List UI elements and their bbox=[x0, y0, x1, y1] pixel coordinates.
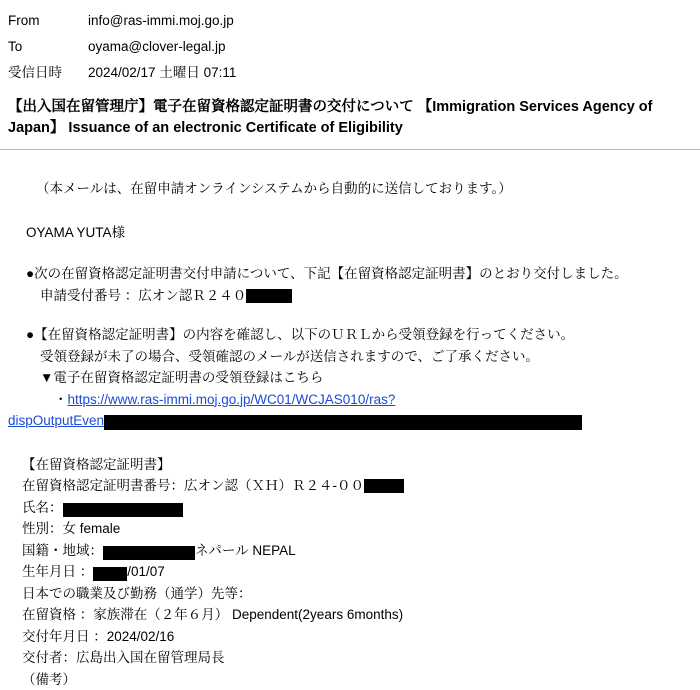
detail-certificate-number-label: 在留資格認定証明書番号：広オン認（ＸＨ）Ｒ２４-００ bbox=[22, 478, 364, 493]
header-row-from bbox=[8, 8, 700, 34]
detail-birthdate bbox=[22, 561, 692, 583]
bullet-section-registration bbox=[26, 324, 692, 432]
registration-note: 受領登録が未了の場合、受領確認のメールが送信されますので、ご了承ください。 bbox=[40, 346, 692, 368]
from-value[interactable]: info@ras-immi.moj.go.jp bbox=[88, 8, 700, 34]
detail-name-label: 氏名： bbox=[22, 500, 63, 515]
from-label: From bbox=[8, 8, 88, 34]
certificate-details-title: 【在留資格認定証明書】 bbox=[22, 454, 692, 476]
header-row-received bbox=[8, 60, 700, 86]
registration-link-heading: ▼電子在留資格認定証明書の受領登録はこちら bbox=[40, 367, 692, 389]
registration-url-link[interactable]: https://www.ras-immi.moj.go.jp/WC01/WCJAS010/ras? bbox=[68, 392, 396, 407]
detail-status: 在留資格 ：家族滞在（２年６月） Dependent(2years 6months) bbox=[22, 604, 692, 626]
detail-birthdate-suffix: /01/07 bbox=[127, 564, 165, 579]
application-number-line bbox=[40, 285, 692, 307]
registration-url-line bbox=[54, 389, 692, 411]
email-subject: 【出入国在留管理庁】電子在留資格認定証明書の交付について 【Immigration Services Agency of Japan】 Issuance of an electronic Certificate of Eligibility bbox=[0, 88, 700, 149]
redaction-application-number bbox=[246, 289, 292, 303]
bullet-issued-line bbox=[26, 263, 692, 285]
auto-send-note: （本メールは、在留申請オンラインシステムから自動的に送信しております。） bbox=[36, 178, 692, 200]
received-value: 2024/02/17 土曜日 07:11 bbox=[88, 60, 700, 86]
detail-issue-date: 交付年月日 ：2024/02/16 bbox=[22, 626, 692, 648]
received-label: 受信日時 bbox=[8, 60, 88, 86]
registration-url-continuation bbox=[8, 410, 692, 432]
registration-url-link-cont[interactable]: dispOutputEven bbox=[8, 413, 104, 428]
detail-nationality-prefix: 国籍・地域： bbox=[22, 543, 103, 558]
redaction-url-token-2 bbox=[282, 415, 582, 430]
detail-nationality-value: ネパール NEPAL bbox=[195, 543, 296, 558]
bullet-marker-2: ● bbox=[26, 327, 34, 342]
detail-nationality bbox=[22, 540, 692, 562]
detail-gender: 性別：女 female bbox=[22, 518, 692, 540]
detail-occupation: 日本での職業及び勤務（通学）先等： bbox=[22, 583, 692, 605]
redaction-birthdate bbox=[93, 567, 127, 581]
to-value[interactable]: oyama@clover-legal.jp bbox=[88, 34, 700, 60]
bullet-marker: ● bbox=[26, 266, 34, 281]
email-header bbox=[0, 0, 700, 88]
bullet-registration-line bbox=[26, 324, 692, 346]
redaction-name bbox=[63, 503, 183, 517]
bullet-issued-text: 次の在留資格認定証明書交付申請について、下記【在留資格認定証明書】のとおり交付しました。 bbox=[34, 266, 627, 281]
to-label: To bbox=[8, 34, 88, 60]
application-number-prefix: 申請受付番号 ：広オン認Ｒ２４０ bbox=[40, 288, 246, 303]
certificate-details bbox=[22, 454, 692, 690]
detail-issuer: 交付者：広島出入国在留管理局長 bbox=[22, 647, 692, 669]
redaction-url-token-1 bbox=[104, 415, 282, 430]
redaction-certificate-number bbox=[364, 479, 404, 493]
detail-birthdate-label: 生年月日 ： bbox=[22, 564, 93, 579]
detail-name bbox=[22, 497, 692, 519]
header-row-to bbox=[8, 34, 700, 60]
bullet-section-issued bbox=[26, 263, 692, 306]
detail-remarks: （備考） bbox=[22, 669, 692, 690]
bullet-registration-text: 【在留資格認定証明書】の内容を確認し、以下のＵＲＬから受領登録を行ってください。 bbox=[34, 327, 574, 342]
url-bullet-marker: ・ bbox=[54, 392, 68, 407]
redaction-nationality bbox=[103, 546, 195, 560]
salutation: OYAMA YUTA様 bbox=[26, 222, 692, 244]
header-divider bbox=[0, 149, 700, 150]
email-body bbox=[0, 178, 700, 690]
detail-certificate-number bbox=[22, 475, 692, 497]
